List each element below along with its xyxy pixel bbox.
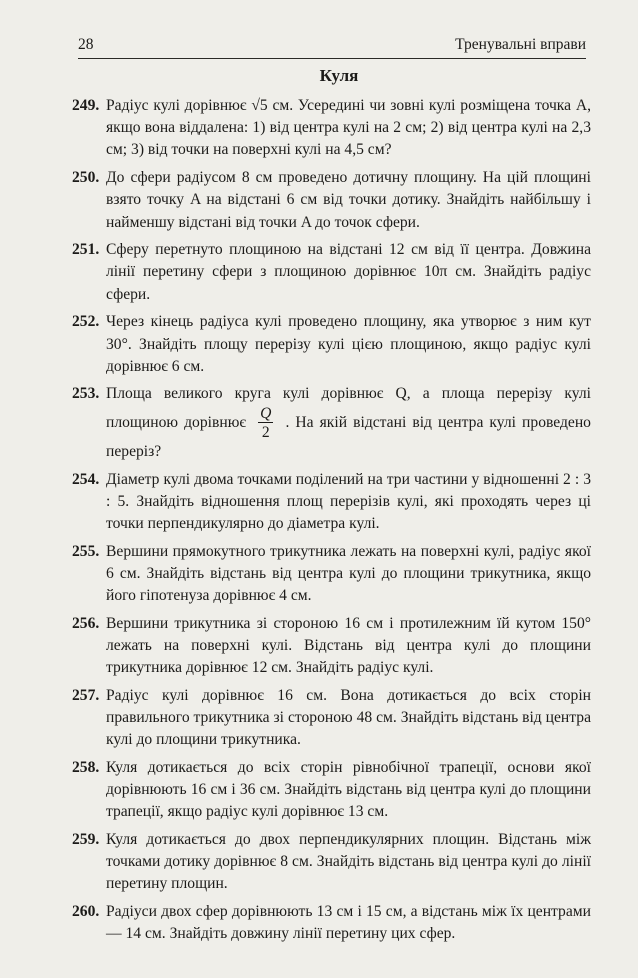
problem-252 [72, 311, 591, 378]
problem-text: Радіус кулі дорівнює 16 см. Вона дотикається до всіх сторін правильного трикутника зі стороною 48 см. Знайдіть відстань від центра кулі до площини трикутника. [106, 686, 591, 749]
page-header [78, 34, 586, 59]
problem-number: 257. [72, 686, 100, 704]
problem-number: 260. [72, 903, 100, 921]
problem-text: Куля дотикається до двох перпендикулярних площин. Відстань між точками дотику дорівнює 8 см. Знайдіть відстань від центра кулі до лінії перетину площин. [106, 831, 591, 893]
fraction-denominator: 2 [261, 424, 270, 442]
problem-number: 255. [72, 542, 100, 560]
problem-text: До сфери радіусом 8 см проведено дотичну площину. На цій площині взято точку A на відстані 6 см від точки дотику. Знайдіть найбільшу і найменшу відстані від точки A до точок сфери. [106, 169, 591, 231]
problem-255 [72, 541, 591, 608]
problem-text: Діаметр кулі двома точками поділений на три частини у відношенні 2 : 3 : 5. Знайдіть відношення площ перерізів кулі, які проходять через ці точки перпендикулярно до діаметра кулі. [106, 470, 591, 532]
problem-257 [72, 685, 591, 752]
problem-text: Через кінець радіуса кулі проведено площину, яка утворює з ним кут 30°. Знайдіть площу перерізу кулі цією площиною, якщо радіус кулі дорівнює 6 см. [106, 313, 591, 375]
problem-259 [72, 829, 591, 896]
problem-258 [72, 757, 591, 824]
problem-number: 249. [72, 97, 100, 114]
problem-number: 253. [72, 385, 100, 403]
problem-text: Вершини прямокутного трикутника лежать на поверхні кулі, радіус якої 6 см. Знайдіть відстань від центра кулі до площини трикутника, якщо його гіпотенуза дорівнює 4 см. [106, 542, 591, 605]
problem-text-part-1: Площа великого круга кулі дорівнює Q, а площа перерізу кулі площиною дорівнює [106, 385, 591, 431]
problem-text: Вершини трикутника зі стороною 16 см і протилежним їй кутом 150° лежать на поверхні кулі. Відстань від центра кулі до площини трикутника дорівнює 12 см. Знайдіть радіус кулі. [106, 614, 591, 677]
problem-number: 259. [72, 831, 100, 849]
problem-253 [72, 383, 591, 463]
problem-number: 258. [72, 758, 100, 776]
problem-260 [72, 901, 591, 945]
running-title: Тренувальні вправи [455, 36, 586, 53]
problem-249 [72, 95, 591, 162]
problem-text: Радіус кулі дорівнює √5 см. Усередині чи зовні кулі розміщена точка A, якщо вона віддалена: 1) від центра кулі на 2 см; 2) від центра кулі на 2,3 см; 3) від точки на поверхні кулі на 4,5 см? [106, 97, 591, 159]
problem-number: 252. [72, 313, 100, 331]
problem-text: Сферу перетнуто площиною на відстані 12 см від її центра. Довжина лінії перетину сфери з площиною дорівнює 10π см. Знайдіть радіус сфери. [106, 241, 591, 303]
problem-254 [72, 469, 591, 536]
problem-251 [72, 239, 591, 306]
page-number: 28 [78, 36, 94, 53]
problem-text: Радіуси двох сфер дорівнюють 13 см і 15 см, а відстань між їх центрами — 14 см. Знайдіть довжину лінії перетину цих сфер. [106, 903, 591, 943]
problem-number: 250. [72, 169, 100, 187]
problem-list [72, 95, 591, 951]
problem-number: 256. [72, 614, 100, 632]
problem-number: 251. [72, 241, 100, 259]
problem-number: 254. [72, 470, 100, 488]
problem-text-part-2: . На якій відстані від центра кулі проведено переріз? [106, 413, 591, 460]
fraction-q-over-2 [258, 406, 273, 441]
problem-text: Куля дотикається до всіх сторін рівнобічної трапеції, основи якої дорівнюють 16 см і 36 см. Знайдіть відстань від центра кулі до площини трапеції, якщо радіус кулі дорівнює 13 см. [106, 758, 591, 821]
section-title: Куля [319, 66, 359, 85]
problem-256 [72, 613, 591, 680]
fraction-numerator: Q [260, 404, 272, 422]
problem-250 [72, 167, 591, 234]
